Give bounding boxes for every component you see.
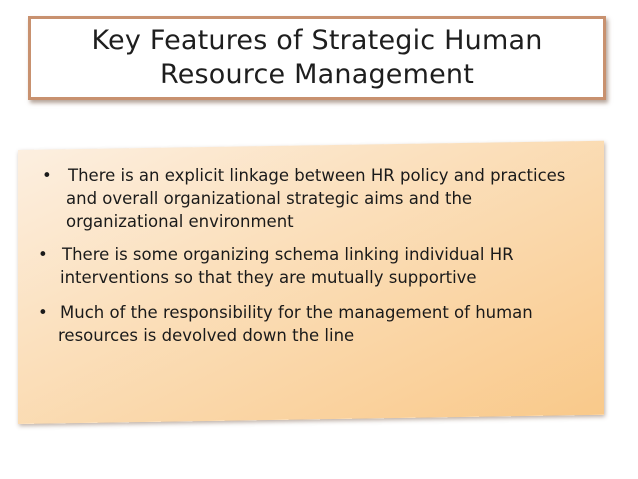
slide-title-line-1: Key Features of Strategic Human [91,25,543,56]
bullet-line: There is some organizing schema linking individual HR [62,245,514,264]
bullet-dot: • [42,166,52,185]
bullet-item [42,164,565,233]
slide-title [91,24,542,92]
bullet-item [38,243,514,289]
bullet-text [38,243,514,289]
bullet-line: Much of the responsibility for the management of human [60,303,533,322]
bullet-line: organizational environment [66,212,294,231]
slide-title-line-2: Resource Management [159,59,475,90]
bullet-dot: • [38,303,48,322]
bullet-line: and overall organizational strategic aims and the [66,189,473,208]
bullet-item [38,301,533,347]
bullet-text [42,164,565,233]
bullet-line: resources is devolved down the line [58,326,355,345]
content-panel [18,150,604,424]
slide-title-box [28,16,606,100]
bullet-line: interventions so that they are mutually supportive [60,268,477,287]
bullet-list [18,150,604,424]
bullet-line: There is an explicit linkage between HR policy and practices [68,166,566,185]
bullet-text [38,301,533,347]
bullet-dot: • [38,245,48,264]
